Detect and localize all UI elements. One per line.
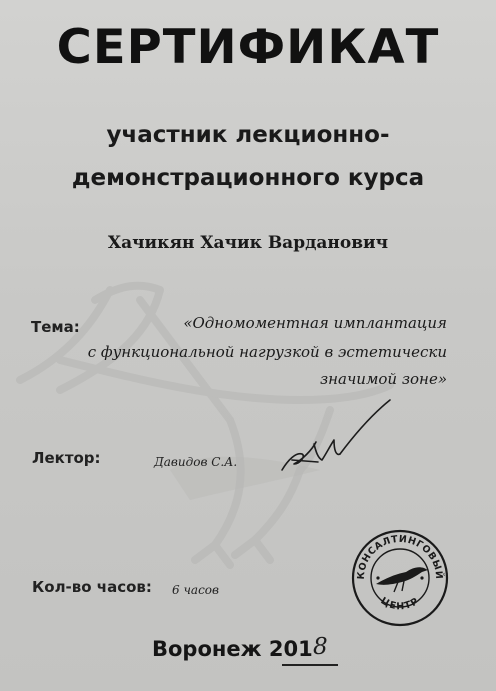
- hours-label: Кол-во часов:: [32, 578, 152, 596]
- certificate-subtitle-line-2: демонстрационного курса: [71, 165, 425, 191]
- topic-label: Тема:: [31, 318, 80, 336]
- svg-text:ЦЕНТР: ЦЕНТР: [378, 595, 422, 613]
- svg-text:КОНСАЛТИНГОВЫЙ: КОНСАЛТИНГОВЫЙ: [355, 533, 445, 580]
- certificate-title: СЕРТИФИКАТ: [56, 20, 440, 75]
- consulting-center-stamp: [350, 528, 450, 628]
- hours-value: 6 часов: [172, 583, 219, 597]
- topic-line-1: «Одномоментная имплантация: [183, 314, 447, 332]
- topic-line-2: с функциональной нагрузкой в эстетически: [87, 343, 447, 361]
- city-year-printed: Воронеж 201: [152, 637, 313, 661]
- certificate-subtitle-line-1: участник лекционно-: [106, 122, 390, 148]
- year-handwritten-digit: 8: [313, 634, 328, 660]
- lector-label: Лектор:: [32, 449, 101, 467]
- lector-name: Давидов С.А.: [154, 455, 238, 469]
- topic-line-3: значимой зоне»: [319, 370, 447, 388]
- year-underline: [282, 664, 338, 666]
- bird-icon: [376, 567, 428, 592]
- handwritten-signature: [278, 398, 398, 478]
- participant-name: Хачикян Хачик Варданович: [107, 233, 389, 253]
